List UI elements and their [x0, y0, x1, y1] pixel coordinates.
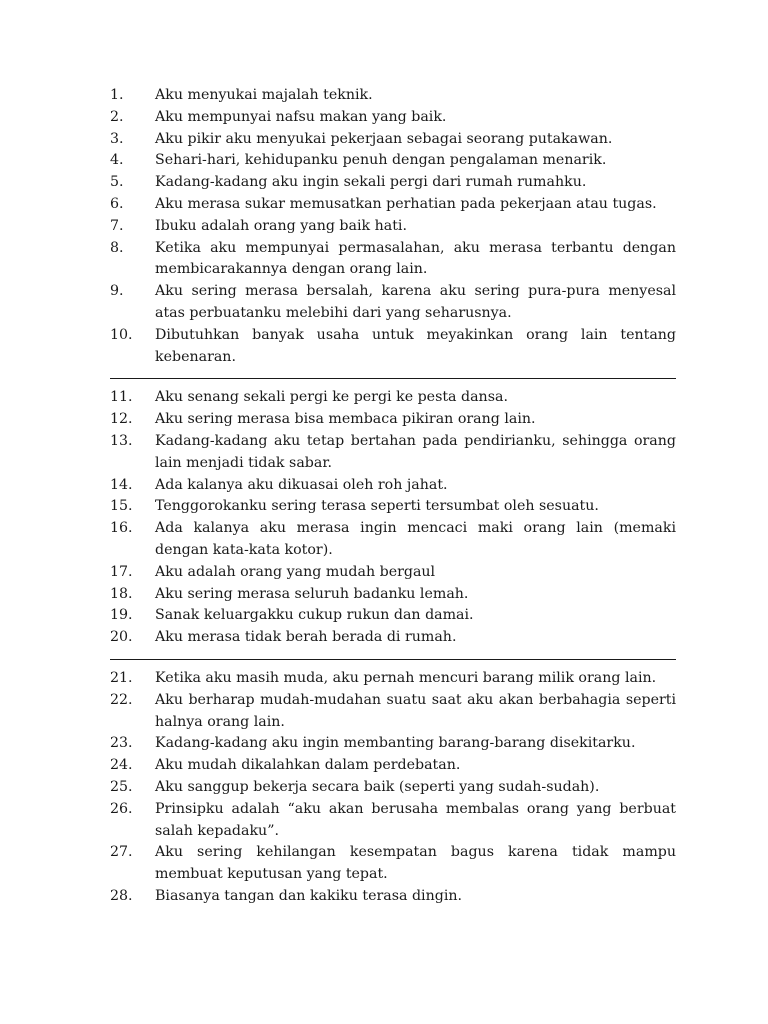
list-item — [110, 216, 676, 238]
list-item — [110, 325, 676, 369]
item-number: 20. — [110, 629, 133, 646]
item-text: Kadang-kadang aku tetap bertahan pada pendirianku, sehingga orang lain menjadi tidak sabar. — [155, 432, 676, 471]
list-item — [110, 129, 676, 151]
questionnaire-page — [110, 85, 676, 908]
list-item — [110, 238, 676, 282]
section-divider — [110, 659, 676, 660]
item-text: Aku merasa sukar memusatkan perhatian pada pekerjaan atau tugas. — [155, 195, 657, 212]
item-text: Ketika aku mempunyai permasalahan, aku merasa terbantu dengan membicarakannya dengan orang lain. — [155, 239, 676, 278]
section-divider — [110, 378, 676, 379]
item-number: 22. — [110, 691, 133, 708]
item-number: 10. — [110, 326, 133, 343]
section-3 — [110, 668, 676, 908]
list-item — [110, 85, 676, 107]
item-number: 8. — [110, 239, 124, 256]
item-number: 2. — [110, 108, 124, 125]
list-item — [110, 584, 676, 606]
item-number: 23. — [110, 735, 133, 752]
list-item — [110, 605, 676, 627]
item-text: Dibutuhkan banyak usaha untuk meyakinkan orang lain tentang kebenaran. — [155, 326, 676, 365]
item-text: Aku sering kehilangan kesempatan bagus karena tidak mampu membuat keputusan yang tepat. — [155, 844, 676, 883]
item-number: 11. — [110, 389, 133, 406]
item-text: Prinsipku adalah “aku akan berusaha membalas orang yang berbuat salah kepadaku”. — [155, 800, 676, 839]
item-text: Ada kalanya aku dikuasai oleh roh jahat. — [155, 476, 448, 493]
item-number: 3. — [110, 130, 124, 147]
item-number: 1. — [110, 87, 124, 103]
list-item — [110, 690, 676, 734]
item-text: Kadang-kadang aku ingin membanting barang-barang disekitarku. — [155, 735, 636, 752]
item-text: Aku adalah orang yang mudah bergaul — [155, 563, 436, 580]
item-text: Aku menyukai majalah teknik. — [155, 87, 373, 103]
item-text: Aku sering merasa seluruh badanku lemah. — [155, 585, 469, 602]
item-text: Aku pikir aku menyukai pekerjaan sebagai seorang putakawan. — [155, 130, 613, 147]
list-item — [110, 777, 676, 799]
item-text: Aku berharap mudah-mudahan suatu saat aku akan berbahagia seperti halnya orang lain. — [155, 691, 676, 730]
list-item — [110, 562, 676, 584]
item-text: Aku sering merasa bersalah, karena aku sering pura-pura menyesal atas perbuatanku melebihi dari yang seharusnya. — [155, 283, 676, 321]
list-item — [110, 150, 676, 172]
item-number: 21. — [110, 669, 133, 686]
item-number: 17. — [110, 563, 133, 580]
item-number: 7. — [110, 217, 124, 234]
item-text: Tenggorokanku sering terasa seperti tersumbat oleh sesuatu. — [155, 498, 599, 515]
item-number: 15. — [110, 498, 133, 515]
item-text: Aku mempunyai nafsu makan yang baik. — [155, 108, 447, 125]
item-number: 5. — [110, 174, 124, 191]
list-item — [110, 755, 676, 777]
item-number: 14. — [110, 476, 133, 493]
list-item — [110, 107, 676, 129]
item-number: 24. — [110, 757, 133, 774]
item-text: Ada kalanya aku merasa ingin mencaci maki orang lain (memaki dengan kata-kata kotor). — [155, 520, 676, 558]
item-number: 9. — [110, 283, 124, 300]
list-item — [110, 668, 676, 690]
item-number: 18. — [110, 585, 133, 602]
item-text: Biasanya tangan dan kakiku terasa dingin. — [155, 887, 462, 904]
item-text: Aku senang sekali pergi ke pergi ke pesta dansa. — [155, 389, 508, 406]
item-number: 12. — [110, 411, 133, 428]
list-item — [110, 409, 676, 431]
list-item — [110, 431, 676, 475]
section-1 — [110, 85, 676, 368]
item-number: 6. — [110, 195, 124, 212]
list-item — [110, 799, 676, 843]
item-text: Aku sanggup bekerja secara baik (seperti yang sudah-sudah). — [155, 778, 600, 795]
item-number: 27. — [110, 844, 133, 861]
list-item — [110, 496, 676, 518]
item-text: Aku merasa tidak berah berada di rumah. — [155, 629, 457, 646]
list-item — [110, 387, 676, 409]
item-number: 4. — [110, 152, 124, 169]
item-text: Ibuku adalah orang yang baik hati. — [155, 217, 407, 234]
item-number: 28. — [110, 887, 133, 904]
item-number: 13. — [110, 432, 133, 449]
section-2 — [110, 387, 676, 649]
item-number: 16. — [110, 520, 133, 537]
list-item — [110, 518, 676, 562]
list-item — [110, 842, 676, 886]
item-number: 19. — [110, 607, 133, 624]
list-item — [110, 172, 676, 194]
list-item — [110, 475, 676, 497]
list-item — [110, 627, 676, 649]
list-item — [110, 733, 676, 755]
list-item — [110, 194, 676, 216]
item-text: Aku sering merasa bisa membaca pikiran orang lain. — [155, 411, 536, 428]
item-number: 26. — [110, 800, 133, 817]
item-text: Sanak keluargakku cukup rukun dan damai. — [155, 607, 474, 624]
list-item — [110, 886, 676, 908]
list-item — [110, 281, 676, 325]
item-text: Ketika aku masih muda, aku pernah mencuri barang milik orang lain. — [155, 669, 657, 686]
item-text: Sehari-hari, kehidupanku penuh dengan pengalaman menarik. — [155, 152, 607, 169]
item-number: 25. — [110, 778, 133, 795]
item-text: Aku mudah dikalahkan dalam perdebatan. — [155, 757, 461, 774]
item-text: Kadang-kadang aku ingin sekali pergi dari rumah rumahku. — [155, 174, 587, 191]
